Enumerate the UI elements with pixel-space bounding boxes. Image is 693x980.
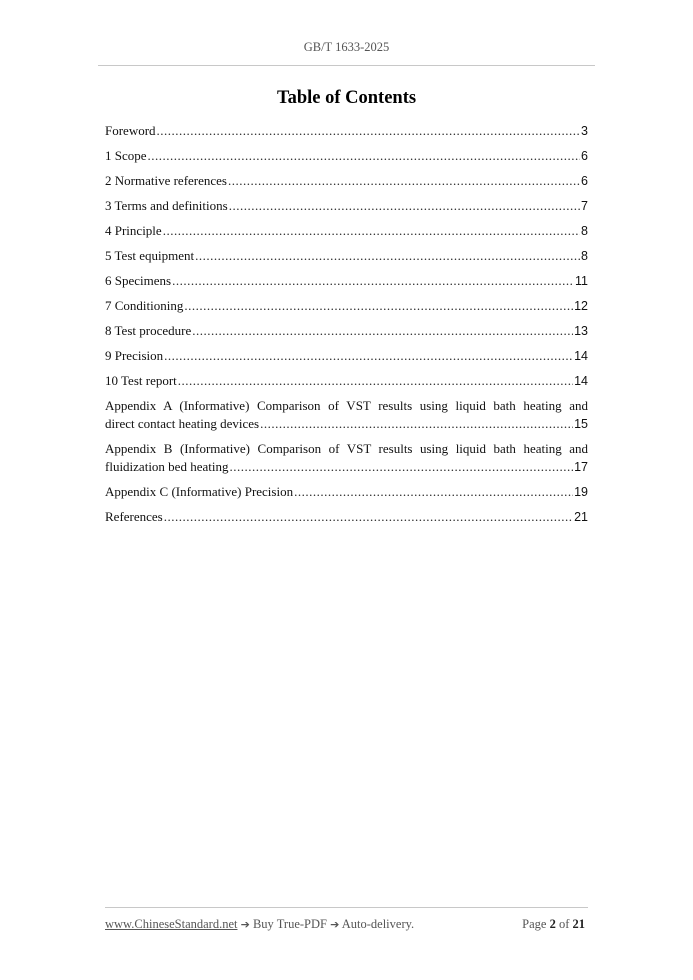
toc-entry-label-line1: Appendix B (Informative) Comparison of VST results using liquid bath heating and — [105, 441, 588, 456]
dot-leader — [192, 322, 573, 340]
toc-entry-label-line2: direct contact heating devices — [105, 416, 260, 431]
toc-entry-scope[interactable] — [105, 147, 588, 165]
toc-entry-label-line1: Appendix A (Informative) Comparison of VST results using liquid bath heating and — [105, 398, 588, 413]
toc-entry-label: 6 Specimens — [105, 273, 172, 288]
page-footer — [105, 917, 585, 932]
toc-entry-label: 3 Terms and definitions — [105, 198, 228, 213]
current-page-number: 2 — [549, 917, 556, 931]
toc-entry-appendix-a[interactable] — [105, 397, 588, 433]
toc-entry-label: 2 Normative references — [105, 173, 227, 188]
dot-leader — [294, 483, 573, 501]
right-arrow-icon: ➔ — [240, 918, 250, 931]
toc-page-number: 14 — [574, 374, 588, 388]
toc-entry-appendix-c[interactable] — [105, 483, 588, 501]
dot-leader — [164, 508, 573, 526]
dot-leader — [157, 122, 581, 140]
toc-page-number: 12 — [574, 299, 588, 313]
dot-leader — [195, 247, 580, 265]
toc-page-number: 3 — [581, 124, 588, 138]
footer-divider — [105, 907, 588, 908]
toc-entry-label: 1 Scope — [105, 148, 147, 163]
toc-page-number: 13 — [574, 324, 588, 338]
toc-entry-label: 9 Precision — [105, 348, 164, 363]
right-arrow-icon: ➔ — [330, 918, 340, 931]
toc-page-number: 11 — [575, 274, 588, 288]
toc-entry-label: 10 Test report — [105, 373, 177, 388]
dot-leader — [172, 272, 574, 290]
dot-leader — [260, 415, 573, 433]
toc-entry-specimens[interactable] — [105, 272, 588, 290]
toc-entry-label: References — [105, 509, 163, 524]
dot-leader — [163, 222, 580, 240]
toc-page-number: 14 — [574, 349, 588, 363]
toc-entry-precision[interactable] — [105, 347, 588, 365]
running-header: GB/T 1633-2025 — [303, 40, 390, 54]
toc-page-number: 21 — [574, 510, 588, 524]
toc-page-number: 6 — [581, 149, 588, 163]
toc-entry-conditioning[interactable] — [105, 297, 588, 315]
toc-entry-foreword[interactable] — [105, 122, 588, 140]
toc-entry-test-procedure[interactable] — [105, 322, 588, 340]
dot-leader — [164, 347, 573, 365]
table-of-contents — [105, 122, 588, 533]
toc-entry-terms-and-definitions[interactable] — [105, 197, 588, 215]
toc-page-number: 15 — [574, 417, 588, 431]
toc-entry-label: 7 Conditioning — [105, 298, 184, 313]
toc-entry-label-line2: fluidization bed heating — [105, 459, 229, 474]
toc-entry-normative-references[interactable] — [105, 172, 588, 190]
dot-leader — [229, 458, 573, 476]
page-indicator — [522, 917, 585, 932]
toc-page-number: 6 — [581, 174, 588, 188]
toc-entry-label: 8 Test procedure — [105, 323, 192, 338]
of-label: of — [558, 917, 570, 931]
toc-entry-label: 4 Principle — [105, 223, 162, 238]
header-divider — [98, 65, 595, 66]
toc-entry-label: Foreword — [105, 123, 156, 138]
toc-page-number: 7 — [581, 199, 588, 213]
toc-entry-principle[interactable] — [105, 222, 588, 240]
buy-true-pdf-link[interactable]: Buy True-PDF — [252, 917, 327, 931]
toc-entry-label: Appendix C (Informative) Precision — [105, 484, 294, 499]
site-link[interactable]: www.ChineseStandard.net — [105, 917, 238, 931]
dot-leader — [148, 147, 581, 165]
toc-page-number: 19 — [574, 485, 588, 499]
toc-page-number: 8 — [581, 224, 588, 238]
dot-leader — [229, 197, 580, 215]
dot-leader — [184, 297, 573, 315]
auto-delivery-text: Auto-delivery. — [341, 917, 415, 931]
toc-page-number: 17 — [574, 460, 588, 474]
footer-promo — [105, 917, 414, 932]
page-label: Page — [522, 917, 547, 931]
toc-entry-label: 5 Test equipment — [105, 248, 195, 263]
dot-leader — [228, 172, 580, 190]
total-pages-number: 21 — [572, 917, 585, 931]
toc-entry-test-equipment[interactable] — [105, 247, 588, 265]
dot-leader — [178, 372, 573, 390]
toc-entry-references[interactable] — [105, 508, 588, 526]
toc-entry-test-report[interactable] — [105, 372, 588, 390]
toc-page-number: 8 — [581, 249, 588, 263]
toc-entry-appendix-b[interactable] — [105, 440, 588, 476]
toc-title: Table of Contents — [276, 88, 417, 108]
